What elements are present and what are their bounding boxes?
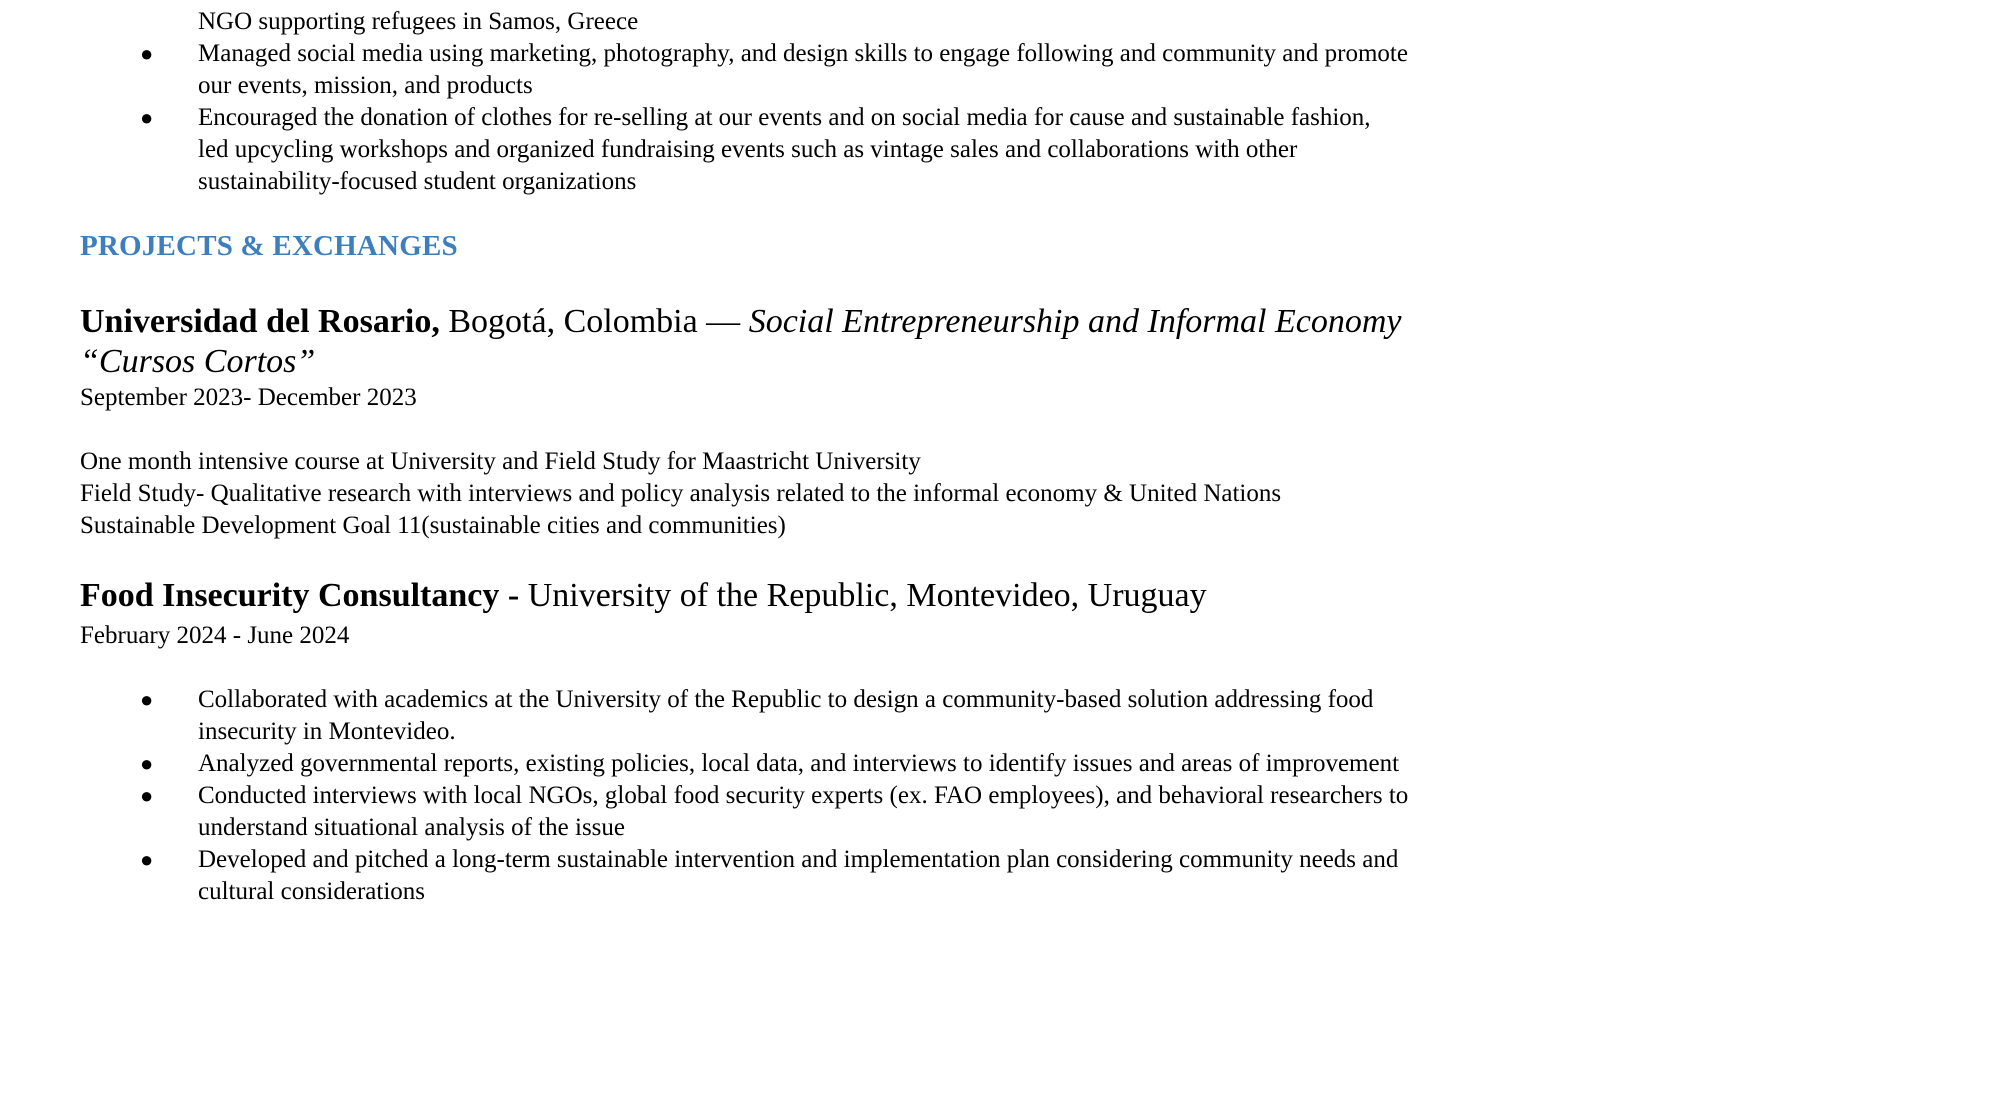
bullet-line: Conducted interviews with local NGOs, global food security experts (ex. FAO employees), and behavioral researchers to [198, 782, 1409, 809]
entry-dates-food: February 2024 - June 2024 [80, 622, 350, 649]
bullet-line: cultural considerations [198, 878, 426, 905]
entry-location: Bogotá, Colombia — [439, 303, 749, 340]
description-line: One month intensive course at University and Field Study for Maastricht University [80, 448, 921, 475]
bullet-line: our events, mission, and products [198, 72, 533, 99]
entry-program-subtitle: “Cursos Cortos” [80, 343, 316, 380]
bullet-icon: ● [140, 41, 154, 66]
food-bullet-list [0, 684, 1500, 908]
entry-project: Food Insecurity Consultancy - [80, 577, 528, 614]
previous-bullet-continuation: NGO supporting refugees in Samos, Greece [198, 8, 639, 35]
list-item [0, 102, 1500, 198]
entry-dates-rosario: September 2023- December 2023 [80, 384, 417, 411]
list-item [0, 748, 1500, 780]
list-item [0, 844, 1500, 908]
description-line: Sustainable Development Goal 11(sustainable cities and communities) [80, 512, 786, 539]
entry-description-rosario [80, 446, 1480, 542]
entry-title-rosario-line2 [80, 342, 1480, 382]
bullet-icon: ● [140, 783, 154, 808]
entry-title-rosario [80, 302, 1480, 342]
bullet-icon: ● [140, 751, 154, 776]
bullet-line: Developed and pitched a long-term sustainable intervention and implementation plan considering community needs and [198, 846, 1399, 873]
bullet-line: Collaborated with academics at the University of the Republic to design a community-based solution addressing food [198, 686, 1374, 713]
bullet-line: Encouraged the donation of clothes for re-selling at our events and on social media for cause and sustainable fashion, [198, 104, 1371, 131]
description-line: Field Study- Qualitative research with interviews and policy analysis related to the informal economy & United Nations [80, 480, 1282, 507]
entry-org: Universidad del Rosario, [80, 303, 440, 340]
list-item [0, 780, 1500, 844]
list-item [0, 684, 1500, 748]
bullet-line: Managed social media using marketing, photography, and design skills to engage following and community and promote [198, 40, 1408, 67]
entry-program: Social Entrepreneurship and Informal Economy [748, 303, 1402, 340]
bullet-line: sustainability-focused student organizations [198, 168, 637, 195]
list-item [0, 38, 1500, 102]
volunteer-bullet-list [0, 38, 1500, 198]
bullet-line: understand situational analysis of the issue [198, 814, 626, 841]
bullet-line: insecurity in Montevideo. [198, 718, 456, 745]
bullet-icon: ● [140, 105, 154, 130]
entry-location: University of the Republic, Montevideo, Uruguay [527, 577, 1207, 614]
bullet-icon: ● [140, 847, 154, 872]
entry-title-food [80, 576, 1480, 616]
section-heading-projects: PROJECTS & EXCHANGES [80, 230, 458, 262]
bullet-line: led upcycling workshops and organized fundraising events such as vintage sales and collaborations with other [198, 136, 1298, 163]
bullet-line: Analyzed governmental reports, existing policies, local data, and interviews to identify issues and areas of improvement [198, 750, 1400, 777]
bullet-icon: ● [140, 687, 154, 712]
